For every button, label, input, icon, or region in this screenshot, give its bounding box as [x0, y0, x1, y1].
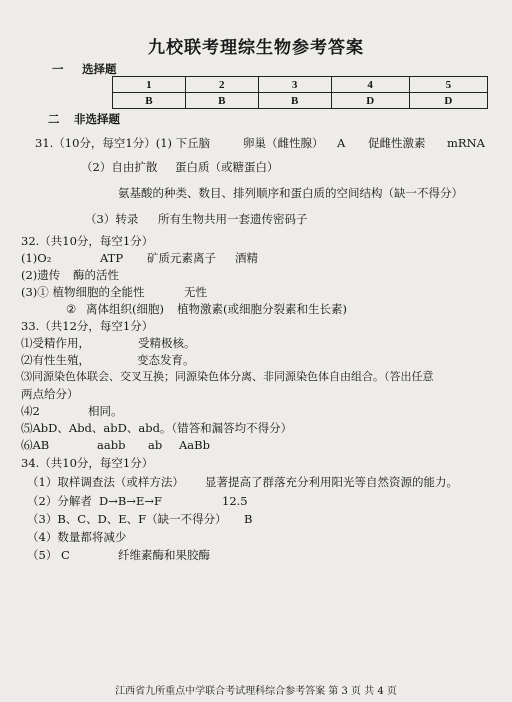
q31-answer: （2）自由扩散: [81, 160, 158, 174]
answer-cell: D: [409, 93, 487, 109]
answer-row: [113, 93, 488, 109]
q31-answer: 氨基酸的种类、数目、排列顺序和蛋白质的空间结构（缺一不得分）: [118, 186, 463, 200]
q33-answer: ⑶同源染色体联会、交叉互换；同源染色体分离、非同源染色体自由组合。（答出任意: [21, 370, 434, 383]
q33-answer: 变态发育。: [137, 353, 195, 367]
q34-answer: （2）分解者: [27, 494, 92, 508]
question-number: 1: [113, 77, 186, 93]
q33-header: 33.（共12分，每空1分）: [21, 319, 154, 333]
q32-answer: (2)遗传: [21, 268, 61, 282]
q34-answer: （1）取样调查法（或样方法）: [27, 475, 184, 489]
section-number: 二: [48, 112, 60, 126]
section-number: 一: [52, 62, 64, 76]
q32-answer: ATP: [100, 251, 124, 265]
q33-answer: 相同。: [88, 404, 123, 418]
q33-answer: AaBb: [179, 438, 210, 452]
question-number: 4: [331, 77, 409, 93]
q31-answer: 促雌性激素: [368, 136, 426, 150]
q34-answer: 显著提高了群落充分利用阳光等自然资源的能力。: [205, 475, 458, 489]
answer-cell: B: [113, 93, 186, 109]
q31-answer: mRNA: [447, 136, 485, 150]
q31-answer: （3）转录: [85, 212, 139, 226]
q32-answer: 植物激素(或细胞分裂素和生长素): [177, 302, 347, 316]
q34-answer: 12.5: [222, 494, 248, 508]
question-number: 2: [185, 77, 258, 93]
q32-answer: (3)① 植物细胞的全能性: [21, 285, 145, 299]
q33-answer: ⑴受精作用，: [21, 336, 90, 350]
q33-answer: ab: [148, 438, 163, 452]
q31-answer: 卵巢（雌性腺）: [243, 136, 324, 150]
q33-answer: ⑹AB: [21, 438, 50, 452]
q33-answer: 两点给分）: [21, 387, 79, 401]
page-title: 九校联考理综生物参考答案: [148, 38, 364, 58]
section-heading: 选择题: [82, 62, 117, 76]
q32-answer: 酶的活性: [73, 268, 119, 282]
q32-header: 32.（共10分，每空1分）: [21, 234, 154, 248]
q32-answer: 无性: [184, 285, 207, 299]
q32-answer: (1)O₂: [21, 251, 52, 265]
q33-answer: 受精极核。: [138, 336, 196, 350]
q31-header: 31.（10分，每空1分）(1) 下丘脑: [35, 136, 211, 150]
q32-answer: 矿质元素离子: [147, 251, 216, 265]
q34-answer: （5） C: [27, 548, 70, 562]
q34-answer: （3）B、C、D、E、F（缺一不得分）: [27, 512, 227, 526]
page-footer: 江西省九所重点中学联合考试理科综合参考答案 第 3 页 共 4 页: [115, 686, 397, 697]
section-heading: 非选择题: [74, 112, 120, 126]
q34-answer: D→B→E→F: [99, 494, 162, 508]
multiple-choice-table: [112, 76, 488, 109]
q32-answer: ②: [66, 302, 77, 316]
answer-cell: B: [258, 93, 331, 109]
answer-cell: D: [331, 93, 409, 109]
q32-answer: 离体组织(细胞): [86, 302, 164, 316]
q34-answer: 纤维素酶和果胶酶: [118, 548, 210, 562]
q34-answer: B: [244, 512, 253, 526]
question-number: 3: [258, 77, 331, 93]
q32-answer: 酒精: [235, 251, 258, 265]
q33-answer: ⑷2: [21, 404, 40, 418]
q33-answer: ⑵有性生殖，: [21, 353, 90, 367]
q31-answer: A: [337, 136, 346, 150]
answer-cell: B: [185, 93, 258, 109]
q34-answer: （4）数量都将减少: [27, 530, 127, 544]
q33-answer: aabb: [97, 438, 126, 452]
q31-answer: 蛋白质（或糖蛋白）: [175, 160, 279, 174]
q31-answer: 所有生物共用一套遗传密码子: [158, 212, 308, 226]
question-number-row: [113, 77, 488, 93]
q33-answer: ⑸AbD、Abd、abD、abd。（错答和漏答均不得分）: [21, 421, 293, 435]
question-number: 5: [409, 77, 487, 93]
q34-header: 34.（共10分，每空1分）: [21, 456, 154, 470]
